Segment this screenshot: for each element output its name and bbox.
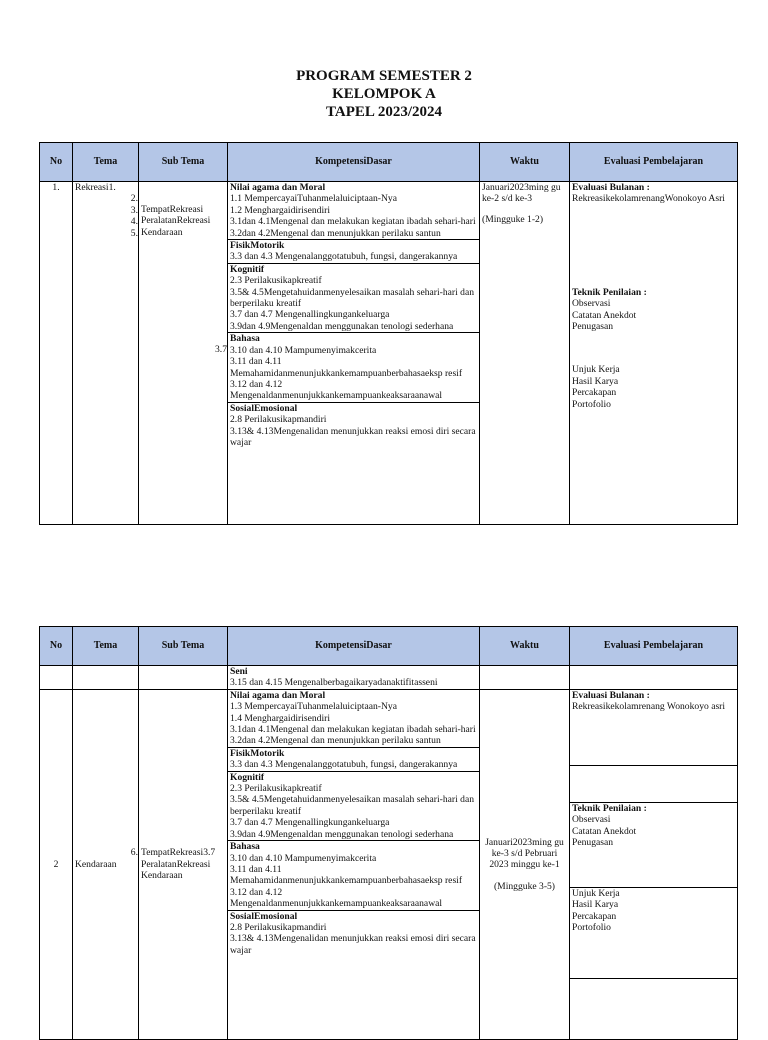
kd-line: 2.8 Perilakusikapmandiri <box>230 414 327 426</box>
kd-block-sosial <box>228 911 479 957</box>
teknik-penilaian-heading: Teknik Penilaian : <box>572 802 647 814</box>
kd-line: 3.12 dan 4.12 Mengenaldanmenunjukkankemampuankeaksaraanawal <box>230 886 443 910</box>
kd-block-kognitif <box>228 772 479 841</box>
kd-line: 3.9dan 4.9Mengenaldan menggunakan tenologi sederhana <box>230 828 454 840</box>
evaluasi-bulanan-heading: Evaluasi Bulanan : <box>572 689 650 701</box>
subtema-extra-number: 3.7 <box>203 847 216 859</box>
subtema-number: 4. <box>130 216 138 228</box>
subtema-item: Kendaraan <box>141 870 183 882</box>
kd-block-bahasa <box>228 333 479 402</box>
kd-heading: Nilai agama dan Moral <box>230 182 326 193</box>
subtema-number: 6. <box>130 847 138 859</box>
kd-heading: Seni <box>230 666 248 677</box>
subtema-number: 2. <box>130 193 138 205</box>
evaluasi-bulanan-text: RekreasikekolamrenangWonokoyo Asri <box>572 193 725 205</box>
kd-line: 2.3 Perilakusikapkreatif <box>230 783 322 795</box>
col-header-tema: Tema <box>73 627 139 666</box>
teknik-item: Portofolio <box>572 398 611 410</box>
row-evaluasi <box>570 182 738 525</box>
kompetensi-dasar-cell <box>228 689 480 1039</box>
teknik-penilaian-block <box>570 803 737 888</box>
evaluasi-empty-block <box>570 766 737 803</box>
kd-line: 3.1dan 4.1Mengenal dan melakukan kegiatan ibadah sehari-hari <box>230 724 476 736</box>
kd-line: 3.2dan 4.2Mengenal dan menunjukkan perilaku santun <box>230 227 441 239</box>
evaluasi-bulanan-block <box>570 690 737 766</box>
empty-cell <box>139 666 228 690</box>
teknik-item: Portofolio <box>572 922 611 934</box>
subtema-number: 3. <box>130 204 138 216</box>
table-row <box>40 182 738 525</box>
teknik-item: Catatan Anekdot <box>572 825 637 837</box>
row-no: 1. <box>40 182 73 525</box>
evaluasi-bulanan-heading: Evaluasi Bulanan : <box>572 182 650 193</box>
kd-line: 3.7 dan 4.7 Mengenallingkungankeluarga <box>230 817 390 829</box>
kd-block-fisik <box>228 748 479 772</box>
kd-line: 3.12 dan 4.12 Mengenaldanmenunjukkankemampuankeaksaraanawal <box>230 378 443 402</box>
col-header-no: No <box>40 627 73 666</box>
kompetensi-dasar-cell <box>228 182 480 525</box>
kd-heading: SosialEmosional <box>230 910 298 922</box>
kd-line: 1.2 Menghargaidirisendiri <box>230 204 331 216</box>
evaluasi-empty-block <box>570 979 737 1039</box>
col-header-evaluasi: Evaluasi Pembelajaran <box>570 627 738 666</box>
col-header-kompetensi-dasar: KompetensiDasar <box>228 627 480 666</box>
col-header-kompetensi-dasar: KompetensiDasar <box>228 143 480 182</box>
header-row <box>40 627 738 666</box>
kd-heading: Kognitif <box>230 263 265 275</box>
subtema-item: Kendaraan <box>141 226 183 238</box>
col-header-waktu: Waktu <box>480 143 570 182</box>
teknik-item: Unjuk Kerja <box>572 364 620 376</box>
subtema-number: 5. <box>130 227 138 239</box>
kd-heading: Bahasa <box>230 841 260 853</box>
col-header-evaluasi: Evaluasi Pembelajaran <box>570 143 738 182</box>
teknik-item: Hasil Karya <box>572 375 619 387</box>
kd-line: 1.3 MempercayaiTuhanmelaluiciptaan-Nya <box>230 701 397 713</box>
evaluasi-bulanan-text: Rekreasikekolamrenang Wonokoyo asri <box>572 701 726 713</box>
row-waktu <box>480 689 570 1039</box>
table-row <box>40 689 738 1039</box>
col-header-waktu: Waktu <box>480 627 570 666</box>
teknik-penilaian-heading: Teknik Penilaian : <box>572 286 647 298</box>
kd-line: 3.11 dan 4.11 Memahamidanmenunjukkankemampuanberbahasaeksp resif <box>230 863 463 887</box>
kd-line: 1.1 MempercayaiTuhanmelaluiciptaan-Nya <box>230 193 397 205</box>
row-sub-tema <box>139 182 228 525</box>
page-title-line-2: KELOMPOK A <box>332 86 436 102</box>
kd-block-kognitif <box>228 264 479 333</box>
waktu-weeks: (Mingguke 1-2) <box>482 213 544 225</box>
kd-heading: SosialEmosional <box>230 402 298 414</box>
kd-heading: FisikMotorik <box>230 240 285 252</box>
subtema-item: PeralatanRekreasi <box>141 858 211 870</box>
kd-line: 3.2dan 4.2Mengenal dan menunjukkan perilaku santun <box>230 735 441 747</box>
kd-line: 3.3 dan 4.3 Mengenalanggotatubuh, fungsi, dangerakannya <box>230 759 458 771</box>
table-row-seni <box>40 666 738 690</box>
teknik-item: Observasi <box>572 814 611 826</box>
empty-cell <box>40 666 73 690</box>
subtema-number-list <box>75 193 138 239</box>
tema-text: Kendaraan <box>75 858 117 870</box>
kd-heading: FisikMotorik <box>230 747 285 759</box>
waktu-weeks: (Mingguke 3-5) <box>493 880 555 892</box>
kd-line: 3.9dan 4.9Mengenaldan menggunakan tenologi sederhana <box>230 320 454 332</box>
kd-line: 3.3 dan 4.3 Mengenalanggotatubuh, fungsi, dangerakannya <box>230 251 458 263</box>
subtema-item: TempatRekreasi3.7 <box>141 847 216 859</box>
subtema-item: PeralatanRekreasi <box>141 215 211 227</box>
row-tema <box>73 689 139 1039</box>
row-sub-tema <box>139 689 228 1039</box>
waktu-range: Januari2023ming gu ke-2 s/d ke-3 <box>482 182 561 205</box>
kd-block-nam <box>228 182 479 240</box>
kd-line: 3.5& 4.5Mengetahuidanmenyelesaikan masalah sehari-hari dan berperilaku kreatif <box>230 286 475 310</box>
kd-line: 3.5& 4.5Mengetahuidanmenyelesaikan masalah sehari-hari dan berperilaku kreatif <box>230 794 475 817</box>
subtema-item: TempatRekreasi <box>141 204 204 215</box>
row-no: 2 <box>40 689 73 1039</box>
kd-heading: Nilai agama dan Moral <box>230 689 326 701</box>
kd-line: 3.15 dan 4.15 Mengenalberbagaikaryadanaktifitasseni <box>230 677 438 689</box>
teknik-other-block <box>570 888 737 979</box>
teknik-item: Hasil Karya <box>572 899 619 911</box>
teknik-item: Observasi <box>572 298 611 310</box>
page-title-line-1: PROGRAM SEMESTER 2 <box>296 68 472 84</box>
row-tema <box>73 182 139 525</box>
kd-line: 3.1dan 4.1Mengenal dan melakukan kegiatan ibadah sehari-hari <box>230 216 476 228</box>
waktu-range: Januari2023ming gu ke-3 s/d Pebruari 2023 minggu ke-1 <box>485 836 564 871</box>
col-header-sub-tema: Sub Tema <box>139 143 228 182</box>
col-header-no: No <box>40 143 73 182</box>
kd-line: 3.13& 4.13Mengenalidan menunjukkan reaksi emosi diri secara wajar <box>230 933 476 956</box>
kd-line: 1.4 Menghargaidirisendiri <box>230 712 331 724</box>
teknik-item: Penugasan <box>572 837 614 849</box>
kd-block-seni <box>228 666 480 690</box>
program-table-2 <box>39 626 738 1040</box>
kd-line: 3.13& 4.13Mengenalidan menunjukkan reaksi emosi diri secara wajar <box>230 425 476 448</box>
kd-line: 2.8 Perilakusikapmandiri <box>230 921 327 933</box>
teknik-item: Percakapan <box>572 910 617 922</box>
tema-text: Rekreasi1. <box>75 182 116 193</box>
empty-cell <box>480 666 570 690</box>
kd-line: 3.10 dan 4.10 Mampumenyimakcerita <box>230 344 377 356</box>
empty-cell <box>570 666 738 690</box>
header-row <box>40 143 738 182</box>
subtema-extra-number: 3.7 <box>215 344 227 355</box>
kd-block-bahasa <box>228 841 479 910</box>
kd-block-sosial <box>228 403 479 449</box>
teknik-item: Catatan Anekdot <box>572 309 637 321</box>
kd-line: 2.3 Perilakusikapkreatif <box>230 275 322 287</box>
program-table-1 <box>39 142 738 525</box>
kd-heading: Kognitif <box>230 771 265 783</box>
row-waktu <box>480 182 570 525</box>
teknik-item: Penugasan <box>572 321 614 333</box>
kd-line: 3.11 dan 4.11 Memahamidanmenunjukkankemampuanberbahasaeksp resif <box>230 356 463 379</box>
kd-block-fisik <box>228 240 479 264</box>
col-header-sub-tema: Sub Tema <box>139 627 228 666</box>
kd-line: 3.7 dan 4.7 Mengenallingkungankeluarga <box>230 309 390 321</box>
kd-heading: Bahasa <box>230 333 260 345</box>
empty-cell <box>73 666 139 690</box>
teknik-item: Percakapan <box>572 387 617 399</box>
row-evaluasi <box>570 689 738 1039</box>
col-header-tema: Tema <box>73 143 139 182</box>
kd-line: 3.10 dan 4.10 Mampumenyimakcerita <box>230 852 377 864</box>
teknik-item: Unjuk Kerja <box>572 887 620 899</box>
page-title-line-3: TAPEL 2023/2024 <box>326 104 442 120</box>
kd-block-nam <box>228 690 479 748</box>
